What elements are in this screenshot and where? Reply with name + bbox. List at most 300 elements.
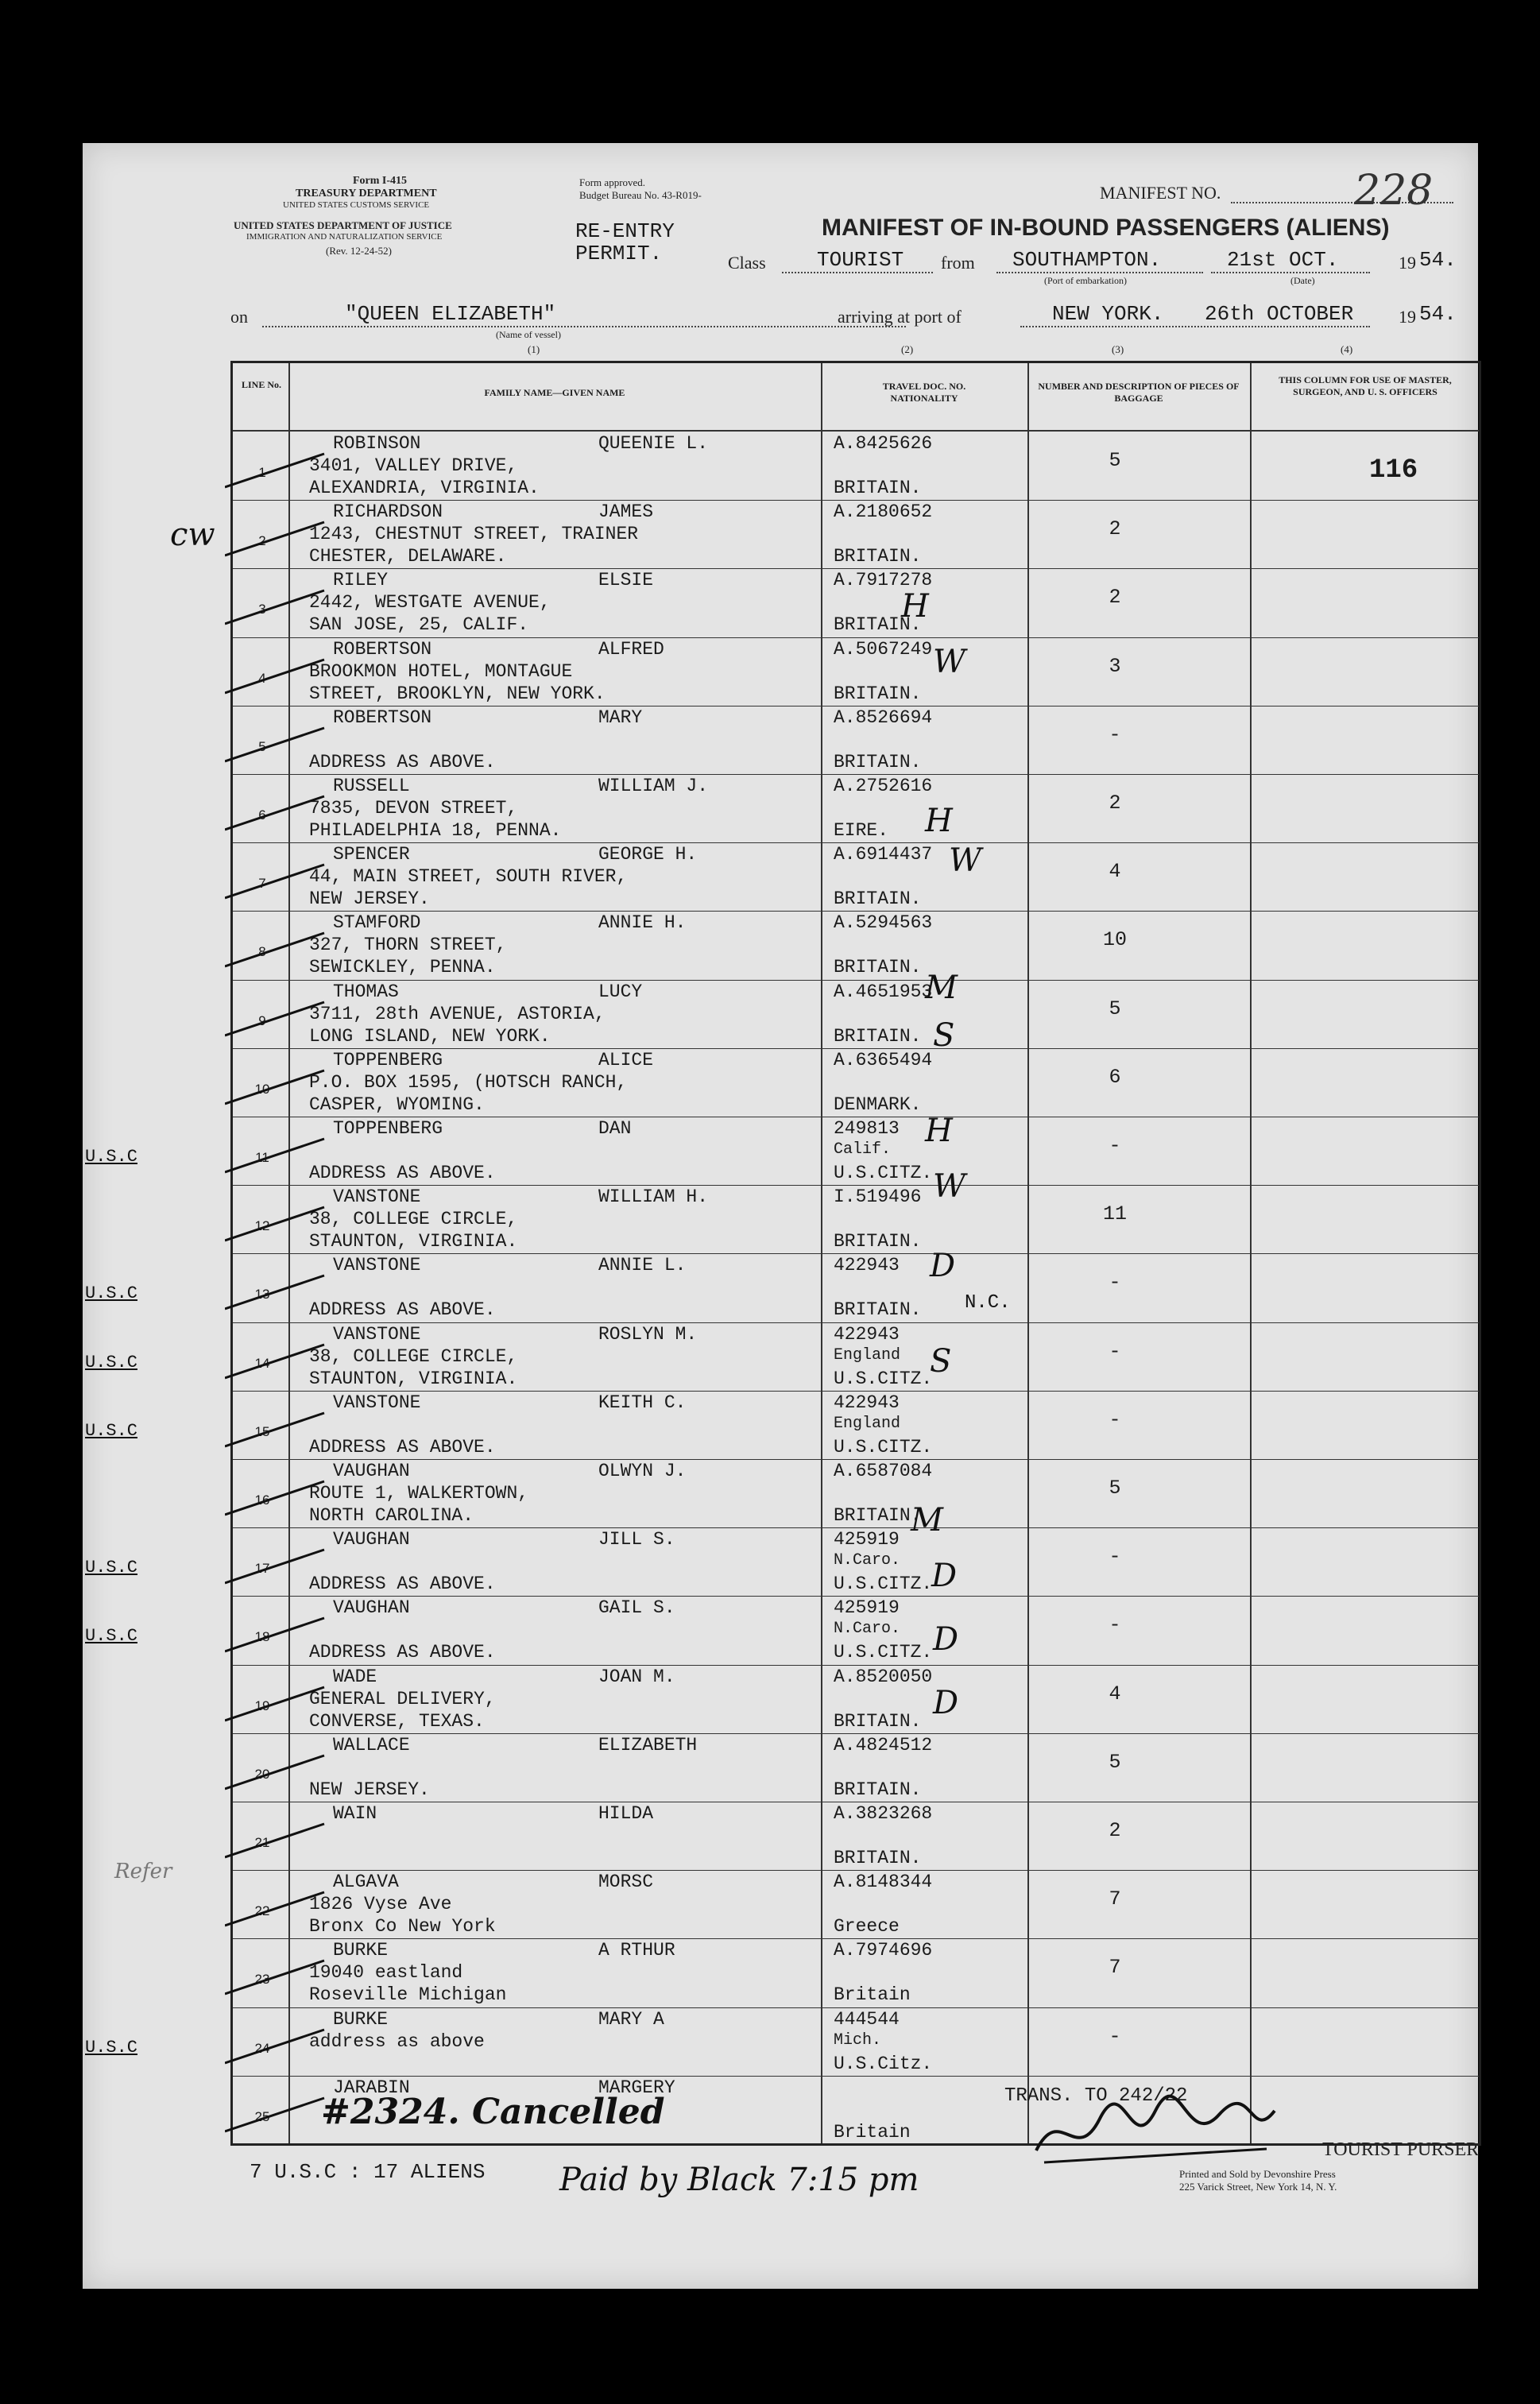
- table-row: [233, 568, 1479, 637]
- purser-signature: [1028, 2087, 1283, 2174]
- travel-doc-number: A.6365494: [834, 1049, 933, 1070]
- tick-mark: [225, 2092, 328, 2139]
- nationality: BRITAIN.: [834, 888, 922, 910]
- address-line-1: 19040 eastland: [309, 1962, 463, 1984]
- baggage-count: -: [1109, 1271, 1121, 1295]
- line-number: 14: [254, 1355, 270, 1371]
- baggage-count: 4: [1109, 860, 1121, 884]
- tick-mark: [225, 1954, 328, 2002]
- tick-mark: [225, 1818, 328, 1865]
- uscitizen-margin-mark: U.S.C: [85, 2037, 138, 2058]
- line-number: 13: [254, 1287, 270, 1303]
- bracket-hand-mark: W: [933, 1168, 966, 1205]
- travel-doc-number: A.5067249: [834, 638, 933, 660]
- baggage-count: -: [1109, 1545, 1121, 1569]
- family-name: ROBINSON: [333, 433, 421, 454]
- address-line-1: 44, MAIN STREET, SOUTH RIVER,: [309, 866, 628, 888]
- family-name: VAUGHAN: [333, 1529, 410, 1550]
- baggage-count: 5: [1109, 1477, 1121, 1500]
- punch-hole: [6, 2034, 51, 2079]
- family-name: TOPPENBERG: [333, 1049, 443, 1070]
- given-name: OLWYN J.: [598, 1461, 687, 1481]
- form-approved: Form approved.: [579, 176, 646, 188]
- nationality: Greece: [834, 1916, 900, 1938]
- nationality: BRITAIN.: [834, 1505, 922, 1526]
- family-name: RUSSELL: [333, 776, 410, 796]
- travel-doc-number: 425919: [834, 1529, 900, 1550]
- col-number-1: (1): [528, 343, 540, 355]
- officers-note: 116: [1369, 455, 1418, 486]
- address-line-2: ADDRESS AS ABOVE.: [309, 1436, 496, 1457]
- address-line-2: PHILADELPHIA 18, PENNA.: [309, 820, 562, 841]
- family-name: SPENCER: [333, 844, 410, 865]
- reentry-stamp-2: PERMIT.: [575, 242, 663, 265]
- nationality: BRITAIN.: [834, 683, 922, 704]
- address-line-2: NEW JERSEY.: [309, 1779, 430, 1800]
- nationality: U.S.Citz.: [834, 2053, 933, 2074]
- table-row: [233, 1802, 1479, 1870]
- address-line-1: ROUTE 1, WALKERTOWN,: [309, 1483, 529, 1504]
- given-name: ALFRED: [598, 638, 664, 660]
- address-line-2: NORTH CAROLINA.: [309, 1505, 474, 1526]
- punch-hole: [6, 173, 51, 218]
- given-name: LUCY: [598, 981, 643, 1002]
- tick-mark: [225, 858, 328, 906]
- travel-doc-number: A.8520050: [834, 1666, 933, 1687]
- given-name: ANNIE L.: [598, 1255, 687, 1276]
- line-number: 22: [254, 1903, 270, 1919]
- table-row: [85, 1596, 1479, 1664]
- family-name: RILEY: [333, 570, 389, 591]
- punch-hole: [6, 1748, 51, 1793]
- line-number: 19: [254, 1698, 270, 1713]
- nationality: U.S.CITZ.: [834, 1436, 933, 1457]
- family-name: BURKE: [333, 2008, 389, 2030]
- travel-doc-extra: Calif.: [834, 1140, 892, 1159]
- year-value: 54.: [1419, 248, 1457, 272]
- line-number: 23: [254, 1972, 270, 1988]
- tick-mark: [225, 447, 328, 495]
- line-number: 4: [258, 670, 266, 686]
- nationality: EIRE.: [834, 820, 889, 841]
- line-number: 5: [258, 738, 266, 754]
- family-name: STAMFORD: [333, 912, 421, 934]
- travel-doc-extra: N.Caro.: [834, 1551, 901, 1570]
- given-name: ELIZABETH: [598, 1734, 698, 1756]
- table-row: [85, 2007, 1479, 2076]
- uscitizen-margin-mark: U.S.C: [85, 1558, 138, 1578]
- table-row: [85, 1527, 1479, 1596]
- dept-justice: UNITED STATES DEPARTMENT OF JUSTICE: [234, 219, 452, 231]
- address-line-2: ADDRESS AS ABOVE.: [309, 1642, 496, 1663]
- uscitizen-margin-mark: U.S.C: [85, 1147, 138, 1167]
- line-number: 3: [258, 602, 266, 617]
- travel-doc-number: 425919: [834, 1597, 900, 1619]
- purser-label: TOURIST PURSER: [1322, 2139, 1480, 2160]
- address-line-1: 7835, DEVON STREET,: [309, 798, 518, 819]
- travel-doc-number: A.5294563: [834, 912, 933, 934]
- given-name: QUEENIE L.: [598, 433, 709, 454]
- travel-doc-number: A.8425626: [834, 433, 933, 454]
- tick-mark: [225, 1681, 328, 1728]
- given-name: DAN: [598, 1118, 632, 1139]
- address-line-1: 327, THORN STREET,: [309, 935, 507, 956]
- address-line-1: 1826 Vyse Ave: [309, 1894, 452, 1915]
- address-line-1: 3401, VALLEY DRIVE,: [309, 455, 518, 476]
- baggage-count: 2: [1109, 1819, 1121, 1842]
- tick-mark: [225, 1201, 328, 1248]
- given-name: MARGERY: [598, 2077, 675, 2098]
- line-number: 1: [258, 465, 266, 480]
- address-line-1: P.O. BOX 1595, (HOTSCH RANCH,: [309, 1071, 628, 1093]
- line-number: 2: [258, 533, 266, 549]
- travel-doc-number: 249813: [834, 1118, 900, 1139]
- baggage-count: -: [1109, 1613, 1121, 1637]
- family-name: ROBERTSON: [333, 638, 432, 660]
- year-prefix: 19: [1399, 253, 1416, 273]
- bracket-hand-mark: D: [933, 1685, 959, 1721]
- uscitizen-margin-mark: U.S.C: [85, 1626, 138, 1647]
- travel-doc-number: A.2752616: [834, 776, 933, 796]
- header-officers: THIS COLUMN FOR USE OF MASTER, SURGEON, AND U. S. OFFICERS: [1279, 374, 1452, 397]
- tick-mark: [225, 1269, 328, 1317]
- baggage-count: 10: [1102, 928, 1127, 952]
- baggage-count: 11: [1102, 1202, 1127, 1226]
- nationality: BRITAIN.: [834, 478, 922, 498]
- address-line-2: Roseville Michigan: [309, 1984, 507, 2006]
- port-of-embarkation: SOUTHAMPTON.: [1012, 248, 1162, 272]
- baggage-count: 7: [1109, 1887, 1121, 1911]
- nationality: BRITAIN.: [834, 957, 922, 978]
- nationality: BRITAIN.: [834, 1299, 922, 1321]
- baggage-count: 5: [1109, 997, 1121, 1020]
- uscitizen-margin-mark: U.S.C: [85, 1283, 138, 1304]
- bracket-hand-mark: S: [930, 1343, 952, 1380]
- table-row: [85, 1322, 1479, 1391]
- nationality: BRITAIN.: [834, 614, 922, 636]
- address-line-2: ADDRESS AS ABOVE.: [309, 1299, 496, 1321]
- nc-note: N.C.: [965, 1292, 1011, 1314]
- bracket-hand-mark: M: [925, 970, 958, 1006]
- budget-bureau: Budget Bureau No. 43-R019-: [579, 189, 702, 201]
- manifest-no-label: MANIFEST NO.: [1100, 183, 1221, 203]
- bracket-hand-mark: S: [933, 1017, 955, 1054]
- line-number: 8: [258, 944, 266, 960]
- line-number: 9: [258, 1012, 266, 1028]
- address-line-2: ADDRESS AS ABOVE.: [309, 751, 496, 772]
- baggage-count: -: [1109, 722, 1121, 746]
- line-number: 11: [255, 1150, 269, 1165]
- bracket-hand-mark: H: [925, 803, 953, 839]
- nationality: Britain: [834, 2121, 911, 2143]
- header-travel-doc: TRAVEL DOC. NO. NATIONALITY: [882, 381, 966, 404]
- given-name: A RTHUR: [598, 1940, 675, 1961]
- address-line-1: 38, COLLEGE CIRCLE,: [309, 1209, 518, 1230]
- travel-doc-number: A.7974696: [834, 1940, 933, 1961]
- tick-mark: [225, 1132, 328, 1180]
- family-name: TOPPENBERG: [333, 1118, 443, 1139]
- baggage-count: -: [1109, 2024, 1121, 2048]
- bracket-hand-mark: D: [931, 1558, 958, 1594]
- nationality: BRITAIN.: [834, 546, 922, 567]
- travel-doc-number: A.3823268: [834, 1803, 933, 1824]
- baggage-count: 2: [1109, 586, 1121, 610]
- address-line-1: 1243, CHESTNUT STREET, TRAINER: [309, 524, 639, 545]
- dept-customs: UNITED STATES CUSTOMS SERVICE: [283, 200, 430, 210]
- table-row: [233, 1185, 1479, 1253]
- header-baggage: NUMBER AND DESCRIPTION OF PIECES OF BAGGAGE: [1038, 381, 1240, 404]
- line-number: 15: [254, 1423, 270, 1439]
- cw-note: cw: [170, 517, 215, 553]
- family-name: THOMAS: [333, 981, 399, 1002]
- travel-doc-number: 422943: [834, 1323, 900, 1345]
- given-name: MORSC: [598, 1872, 654, 1893]
- bracket-hand-mark: H: [901, 588, 929, 625]
- table-row: [233, 1938, 1479, 2007]
- given-name: KEITH C.: [598, 1392, 687, 1413]
- vessel-caption: (Name of vessel): [496, 329, 561, 340]
- tick-mark: [225, 1338, 328, 1386]
- alien-summary: 7 U.S.C : 17 ALIENS: [250, 2160, 486, 2184]
- tick-mark: [225, 1543, 328, 1591]
- family-name: VANSTONE: [333, 1323, 421, 1345]
- reentry-stamp: RE-ENTRY: [575, 219, 675, 243]
- table-row: [233, 1048, 1479, 1117]
- baggage-count: 7: [1109, 1956, 1121, 1980]
- travel-doc-number: I.519496: [834, 1187, 922, 1208]
- row25-handwritten: #2324. Cancelled: [321, 2092, 665, 2132]
- travel-doc-extra: N.Caro.: [834, 1620, 901, 1639]
- arrival-port: NEW YORK.: [1052, 302, 1164, 326]
- nationality: BRITAIN.: [834, 1779, 922, 1800]
- tick-mark: [225, 1886, 328, 1934]
- nationality: U.S.CITZ.: [834, 1574, 933, 1595]
- address-line-2: LONG ISLAND, NEW YORK.: [309, 1025, 551, 1047]
- address-line-2: STAUNTON, VIRGINIA.: [309, 1231, 518, 1252]
- line-number: 12: [254, 1218, 270, 1234]
- tick-mark: [225, 1749, 328, 1797]
- baggage-count: -: [1109, 1407, 1121, 1431]
- given-name: ELSIE: [598, 570, 654, 591]
- line-number: 24: [254, 2040, 270, 2056]
- given-name: GAIL S.: [598, 1597, 675, 1619]
- family-name: VAUGHAN: [333, 1597, 410, 1619]
- travel-doc-number: A.4651953: [834, 981, 933, 1002]
- given-name: ROSLYN M.: [598, 1323, 698, 1345]
- tick-mark: [225, 1407, 328, 1454]
- dept-ins: IMMIGRATION AND NATURALIZATION SERVICE: [246, 232, 443, 242]
- baggage-count: 3: [1109, 654, 1121, 678]
- address-line-1: address as above: [309, 2030, 485, 2052]
- punch-hole: [6, 1423, 51, 1467]
- tick-mark: [225, 516, 328, 563]
- given-name: JILL S.: [598, 1529, 675, 1550]
- nationality: BRITAIN.: [834, 1710, 922, 1732]
- bottom-handwritten: Paid by Black 7:15 pm: [559, 2162, 919, 2198]
- given-name: ANNIE H.: [598, 912, 687, 934]
- bracket-hand-mark: W: [949, 842, 982, 879]
- given-name: HILDA: [598, 1803, 654, 1824]
- baggage-count: 4: [1109, 1682, 1121, 1705]
- travel-doc-number: A.2180652: [834, 501, 933, 523]
- family-name: VANSTONE: [333, 1255, 421, 1276]
- travel-doc-number: A.8526694: [834, 706, 933, 728]
- form-number: Form I-415: [353, 175, 408, 187]
- given-name: MARY A: [598, 2008, 664, 2030]
- given-name: JOAN M.: [598, 1666, 675, 1687]
- col-number-2: (2): [901, 343, 914, 355]
- address-line-1: GENERAL DELIVERY,: [309, 1688, 496, 1709]
- table-row: [233, 706, 1479, 774]
- nationality: U.S.CITZ.: [834, 1163, 933, 1183]
- tick-mark: [225, 2023, 328, 2071]
- baggage-count: -: [1109, 1339, 1121, 1363]
- tick-mark: [225, 584, 328, 632]
- address-line-2: CONVERSE, TEXAS.: [309, 1710, 485, 1732]
- address-line-2: STREET, BROOKLYN, NEW YORK.: [309, 683, 606, 704]
- nationality: BRITAIN.: [834, 1231, 922, 1252]
- bracket-hand-mark: W: [933, 644, 966, 680]
- punch-hole: [6, 803, 51, 847]
- punch-hole: [6, 517, 51, 561]
- table-row: [233, 980, 1479, 1048]
- line-number: 18: [254, 1629, 270, 1645]
- line-number: 7: [258, 876, 266, 892]
- nationality: U.S.CITZ.: [834, 1642, 933, 1663]
- travel-doc-extra: England: [834, 1414, 901, 1433]
- baggage-count: 6: [1109, 1065, 1121, 1089]
- table-row: [233, 1665, 1479, 1733]
- tick-mark: [225, 1475, 328, 1523]
- on-label: on: [230, 307, 248, 327]
- travel-doc-number: A.6914437: [834, 844, 933, 865]
- class-label: Class: [728, 253, 766, 273]
- given-name: JAMES: [598, 501, 654, 523]
- baggage-count: -: [1109, 1134, 1121, 1157]
- travel-doc-number: A.7917278: [834, 570, 933, 591]
- address-line-2: Bronx Co New York: [309, 1916, 496, 1938]
- dept-treasury: TREASURY DEPARTMENT: [296, 188, 437, 199]
- given-name: WILLIAM J.: [598, 776, 709, 796]
- address-line-1: 3711, 28th AVENUE, ASTORIA,: [309, 1003, 606, 1024]
- travel-doc-number: A.4824512: [834, 1734, 933, 1756]
- manifest-title: MANIFEST OF IN-BOUND PASSENGERS (ALIENS): [822, 215, 1390, 241]
- address-line-2: ALEXANDRIA, VIRGINIA.: [309, 478, 540, 498]
- table-row: [233, 774, 1479, 842]
- address-line-2: NEW JERSEY.: [309, 888, 430, 910]
- table-row: [233, 500, 1479, 568]
- given-name: WILLIAM H.: [598, 1187, 709, 1208]
- line-number: 16: [254, 1492, 270, 1508]
- travel-doc-extra: England: [834, 1345, 901, 1365]
- travel-doc-number: A.6587084: [834, 1461, 933, 1481]
- family-name: JARABIN: [333, 2077, 410, 2098]
- departure-date: 21st OCT.: [1227, 248, 1339, 272]
- arrival-date: 26th OCTOBER: [1205, 302, 1354, 326]
- bracket-hand-mark: D: [933, 1621, 959, 1658]
- nationality: BRITAIN.: [834, 751, 922, 772]
- bracket-hand-mark: H: [925, 1113, 953, 1149]
- tick-mark: [225, 996, 328, 1043]
- tick-mark: [225, 722, 328, 769]
- family-name: VAUGHAN: [333, 1461, 410, 1481]
- family-name: ROBERTSON: [333, 706, 432, 728]
- baggage-count: 2: [1109, 792, 1121, 815]
- address-line-2: ADDRESS AS ABOVE.: [309, 1163, 496, 1183]
- bracket-hand-mark: D: [930, 1248, 956, 1284]
- travel-doc-number: 444544: [834, 2008, 900, 2030]
- travel-doc-number: 422943: [834, 1392, 900, 1413]
- address-line-2: ADDRESS AS ABOVE.: [309, 1574, 496, 1595]
- port-caption: (Port of embarkation): [1044, 275, 1127, 286]
- address-line-2: CHESTER, DELAWARE.: [309, 546, 507, 567]
- line-number: 20: [254, 1766, 270, 1782]
- travel-doc-number: 422943: [834, 1255, 900, 1276]
- tick-mark: [225, 1612, 328, 1659]
- address-line-2: SAN JOSE, 25, CALIF.: [309, 614, 529, 636]
- tick-mark: [225, 653, 328, 701]
- travel-doc-number: A.8148344: [834, 1872, 933, 1893]
- table-row: [233, 1870, 1479, 1938]
- from-label: from: [941, 253, 975, 273]
- family-name: ALGAVA: [333, 1872, 399, 1893]
- family-name: WAIN: [333, 1803, 377, 1824]
- class-value: TOURIST: [817, 248, 904, 272]
- line-number: 6: [258, 807, 266, 823]
- travel-doc-extra: Mich.: [834, 2030, 882, 2050]
- line-number: 17: [254, 1561, 270, 1577]
- header-name: FAMILY NAME—GIVEN NAME: [484, 387, 625, 398]
- col-number-3: (3): [1112, 343, 1124, 355]
- table-row: [233, 842, 1479, 911]
- tick-mark: [225, 1064, 328, 1112]
- nationality: BRITAIN.: [834, 1848, 922, 1868]
- nationality: BRITAIN.: [834, 1025, 922, 1047]
- tick-mark: [225, 790, 328, 838]
- family-name: WADE: [333, 1666, 377, 1687]
- address-line-1: 2442, WESTGATE AVENUE,: [309, 592, 551, 614]
- arrival-year-prefix: 19: [1399, 307, 1416, 327]
- address-line-1: BROOKMON HOTEL, MONTAGUE: [309, 660, 573, 682]
- col-number-4: (4): [1341, 343, 1353, 355]
- bracket-hand-mark: M: [911, 1502, 943, 1539]
- family-name: VANSTONE: [333, 1392, 421, 1413]
- table-row: [85, 1253, 1479, 1322]
- address-line-2: STAUNTON, VIRGINIA.: [309, 1368, 518, 1389]
- given-name: GEORGE H.: [598, 844, 698, 865]
- family-name: BURKE: [333, 1940, 389, 1961]
- left-margin-note: Refer: [114, 1860, 172, 1883]
- header-line-no: LINE No.: [241, 379, 281, 390]
- printer-line-1: Printed and Sold by Devonshire Press: [1179, 2168, 1336, 2180]
- family-name: RICHARDSON: [333, 501, 443, 523]
- arrival-year: 54.: [1419, 302, 1457, 326]
- table-row: [233, 911, 1479, 979]
- table-row: [85, 1391, 1479, 1459]
- date-caption: (Date): [1290, 275, 1315, 286]
- family-name: WALLACE: [333, 1734, 410, 1756]
- form-revision: (Rev. 12-24-52): [326, 245, 392, 257]
- baggage-count: 5: [1109, 449, 1121, 472]
- tick-mark: [225, 927, 328, 974]
- baggage-count: 5: [1109, 1750, 1121, 1774]
- address-line-2: SEWICKLEY, PENNA.: [309, 957, 496, 978]
- line-number: 10: [254, 1081, 270, 1097]
- baggage-count: 2: [1109, 517, 1121, 541]
- table-row: [85, 1117, 1479, 1185]
- table-row: [233, 637, 1479, 706]
- nationality: U.S.CITZ.: [834, 1368, 933, 1389]
